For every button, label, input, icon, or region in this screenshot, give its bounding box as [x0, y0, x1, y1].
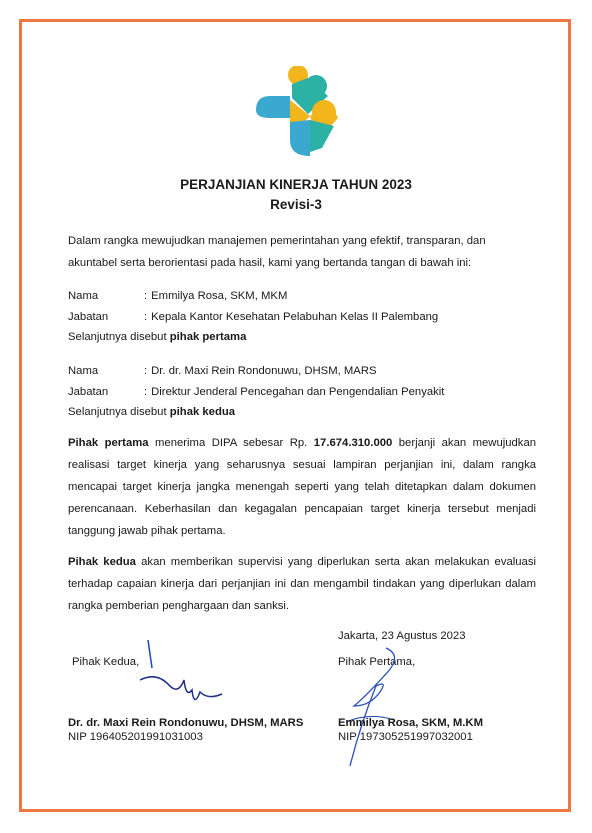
name-label: Nama	[68, 290, 99, 302]
party-two-position: Direktur Jenderal Pencegahan dan Pengendalian Penyakit	[151, 386, 445, 398]
party-one-referred: Selanjutnya disebut pihak pertama	[68, 331, 247, 343]
dipa-amount: 17.674.310.000	[313, 437, 393, 449]
left-signatory-role: Pihak Kedua,	[72, 656, 140, 668]
party-one-name: Emmilya Rosa, SKM, MKM	[151, 290, 288, 302]
party-one-position-row: Jabatan : Kepala Kantor Kesehatan Pelabuhan Kelas II Palembang	[68, 306, 438, 328]
agreement-paragraph: Pihak pertama menerima DIPA sebesar Rp. 17.674.310.000 berjanji akan mewujudkan realisasi target kinerja yang seharusnya sesuai lampiran perjanjian ini, dalam rangka mencapai target kinerja jangka menengah seperti yang telah ditetapkan dalam dokumen perencanaan. Keberhasilan dan kegagalan pencapaian target kinerja tersebut menjadi tanggung jawab pihak pertama.	[68, 437, 537, 537]
place-date: Jakarta, 23 Agustus 2023	[338, 630, 466, 642]
revision-label: Revisi-3	[270, 197, 322, 212]
party-two-position-row: Jabatan : Direktur Jenderal Pencegahan dan Pengendalian Penyakit	[68, 381, 444, 403]
party-two-referred: Selanjutnya disebut pihak kedua	[68, 406, 236, 418]
left-signatory-name: Dr. dr. Maxi Rein Rondonuwu, DHSM, MARS	[68, 717, 304, 729]
intro-paragraph: Dalam rangka mewujudkan manajemen pemerintahan yang efektif, transparan, dan akuntabel serta berorientasi pada hasil, kami yang bertanda tangan di bawah ini:	[68, 235, 486, 269]
right-signatory-role: Pihak Pertama,	[338, 656, 416, 668]
right-signatory-nip: NIP 197305251997032001	[338, 731, 473, 743]
kemenkes-logo	[246, 66, 348, 160]
document-title: PERJANJIAN KINERJA TAHUN 2023	[180, 177, 412, 192]
position-label: Jabatan	[68, 311, 109, 323]
name-label: Nama	[68, 365, 99, 377]
party-two-name: Dr. dr. Maxi Rein Rondonuwu, DHSM, MARS	[151, 365, 377, 377]
party-one-name-row: Nama : Emmilya Rosa, SKM, MKM	[68, 285, 287, 307]
right-signature-scribble	[340, 646, 420, 768]
party-two-term: pihak kedua	[169, 406, 236, 418]
left-signature-scribble	[138, 638, 228, 718]
party-one-term: pihak pertama	[169, 331, 247, 343]
left-signatory-nip: NIP 196405201991031003	[68, 731, 203, 743]
party-one-position: Kepala Kantor Kesehatan Pelabuhan Kelas II Palembang	[151, 311, 439, 323]
supervision-paragraph: Pihak kedua akan memberikan supervisi yang diperlukan serta akan melakukan evaluasi terhadap capaian kinerja dari perjanjian ini dan mengambil tindakan yang diperlukan dalam rangka pemberian penghargaan dan sanksi.	[68, 556, 536, 612]
party-two-name-row: Nama : Dr. dr. Maxi Rein Rondonuwu, DHSM, MARS	[68, 360, 377, 382]
right-signatory-name: Emmilya Rosa, SKM, M.KM	[338, 717, 484, 729]
position-label: Jabatan	[68, 386, 109, 398]
